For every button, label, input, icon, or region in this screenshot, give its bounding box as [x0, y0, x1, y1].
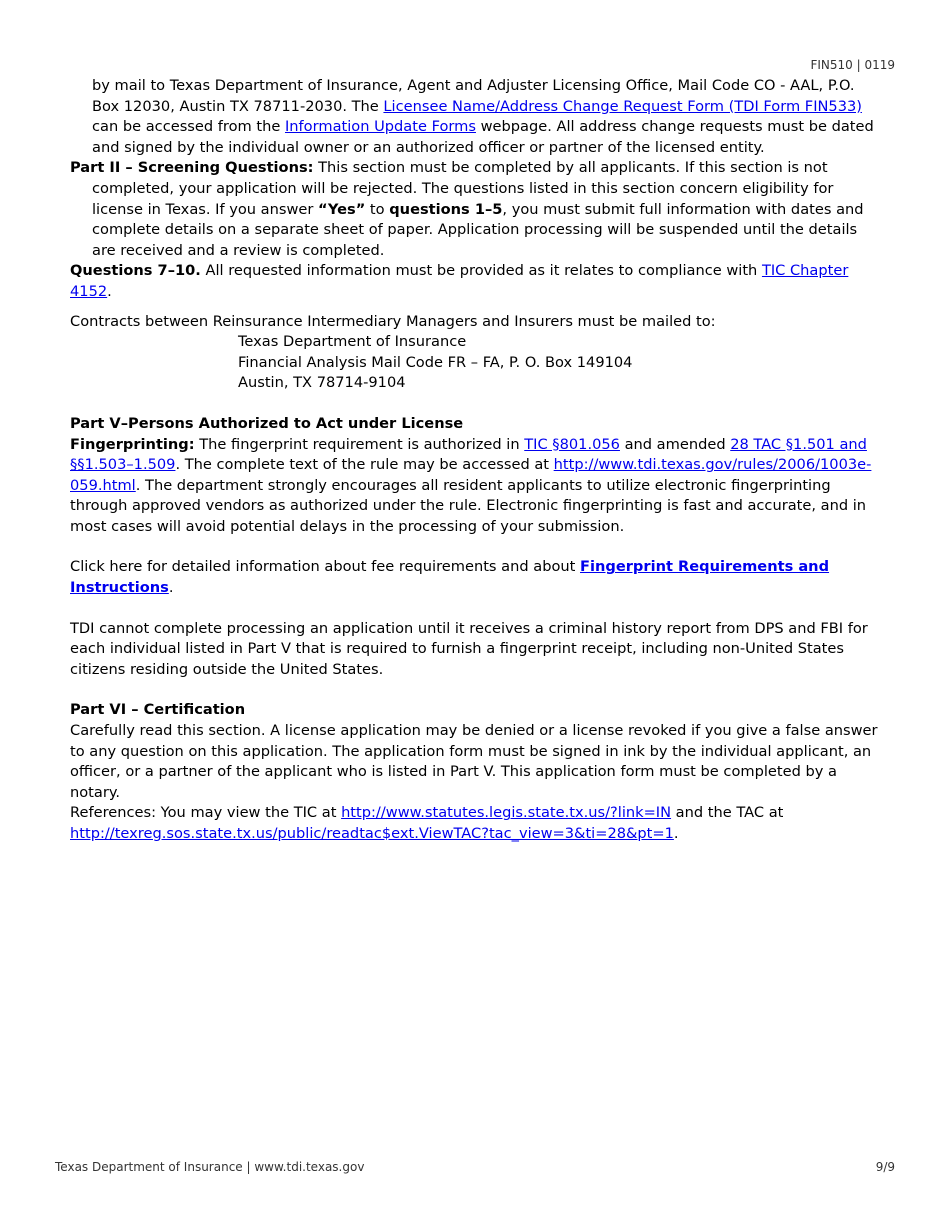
address-line: Financial Analysis Mail Code FR – FA, P. O. Box 149104 [238, 353, 633, 371]
page-footer [55, 1160, 895, 1174]
tac-texreg-link[interactable]: http://texreg.sos.state.tx.us/public/readtac$ext.ViewTAC?tac_view=3&ti=28&pt=1 [70, 825, 674, 842]
fingerprinting-label: Fingerprinting: [70, 435, 195, 453]
intro-text: by mail to Texas Department of Insurance, Agent and Adjuster Licensing Office, Mail Code CO - AAL, P.O. Box 12030, Austin TX 78711-2030. The [92, 77, 855, 115]
tic-801-056-link[interactable]: TIC §801.056 [524, 435, 620, 453]
document-body [70, 76, 882, 845]
references-paragraph [70, 803, 882, 844]
fin533-link[interactable]: Licensee Name/Address Change Request Form (TDI Form FIN533) [383, 97, 862, 115]
questions-paragraph [70, 261, 882, 302]
footer-agency: Texas Department of Insurance | www.tdi.texas.gov [55, 1160, 365, 1174]
questions-emphasis: questions 1–5 [389, 200, 503, 218]
address-line: Texas Department of Insurance [238, 333, 467, 351]
questions-text: . [107, 282, 112, 300]
tic-chapter-4152-link[interactable]: TIC Chapter 4152 [70, 262, 849, 300]
form-id: FIN510 | 0119 [810, 58, 895, 72]
page-number: 9/9 [875, 1160, 895, 1174]
part2-heading: Part II – Screening Questions: [70, 159, 314, 177]
tic-statutes-link[interactable]: http://www.statutes.legis.state.tx.us/?link=IN [341, 804, 672, 822]
information-update-forms-link[interactable]: Information Update Forms [284, 118, 476, 136]
click-text: . [168, 579, 174, 597]
fp-text: . The complete text of the rule may be accessed at [175, 456, 554, 474]
certification-paragraph: Carefully read this section. A license application may be denied or a license revoked if you give a false answer to any question on this application. The application form must be signed in ink by the individual applicant, an officer, or a partner of the applicant who is listed in Part V. This application form must be completed by a notary. [70, 722, 878, 801]
part6-heading: Part VI – Certification [70, 701, 246, 719]
part2-text: This section must be completed by all applicants. If this section is not completed, your application will be rejected. The questions listed in this section concern eligibility for license in Texas. If you answer [92, 159, 834, 218]
rule-text-link[interactable]: http://www.tdi.texas.gov/rules/2006/1003e-059.html [70, 456, 872, 494]
intro-text: can be accessed from the [92, 118, 285, 136]
click-here-paragraph [70, 557, 882, 598]
tdi-processing-paragraph: TDI cannot complete processing an application until it receives a criminal history report from DPS and FBI for each individual listed in Part V that is required to furnish a fingerprint receipt, including non-United States citizens residing outside the United States. [70, 619, 868, 678]
ref-text: References: You may view the TIC at [70, 804, 342, 822]
part5-heading: Part V–Persons Authorized to Act under License [70, 414, 464, 432]
fp-text: The fingerprint requirement is authorized in [194, 435, 525, 453]
fp-text: and amended [619, 435, 731, 453]
part2-paragraph [70, 158, 882, 261]
ref-text: and the TAC at [671, 804, 784, 822]
fingerprint-requirements-link[interactable]: Fingerprint Requirements and Instructions [70, 558, 830, 597]
mailing-address [70, 332, 882, 394]
fp-text: . The department strongly encourages all resident applicants to utilize electronic fingerprinting through approved vendors as authorized under the rule. Electronic fingerprinting is fast and accurate, and in most cases will avoid potential delays in the processing of your submission. [70, 476, 867, 535]
tac-1-501-link[interactable]: 28 TAC §1.501 and §§1.503–1.509 [70, 435, 867, 474]
questions-heading: Questions 7–10. [70, 262, 201, 280]
questions-text: All requested information must be provided as it relates to compliance with [200, 262, 762, 280]
yes-emphasis: “Yes” [318, 200, 366, 218]
click-text: Click here for detailed information about fee requirements and about [70, 558, 581, 576]
ref-text: . [673, 825, 679, 842]
contracts-text: Contracts between Reinsurance Intermediary Managers and Insurers must be mailed to: [70, 312, 716, 330]
intro-paragraph [70, 76, 882, 158]
part2-text: , you must submit full information with dates and complete details on a separate sheet of paper. Application processing will be suspended until the details are received and a review is completed. [92, 200, 864, 259]
address-line: Austin, TX 78714-9104 [238, 374, 406, 392]
part2-text: to [365, 200, 390, 218]
intro-text: webpage. All address change requests must be dated and signed by the individual owner or an authorized officer or partner of the licensed entity. [92, 118, 874, 156]
fingerprinting-paragraph [70, 435, 882, 538]
